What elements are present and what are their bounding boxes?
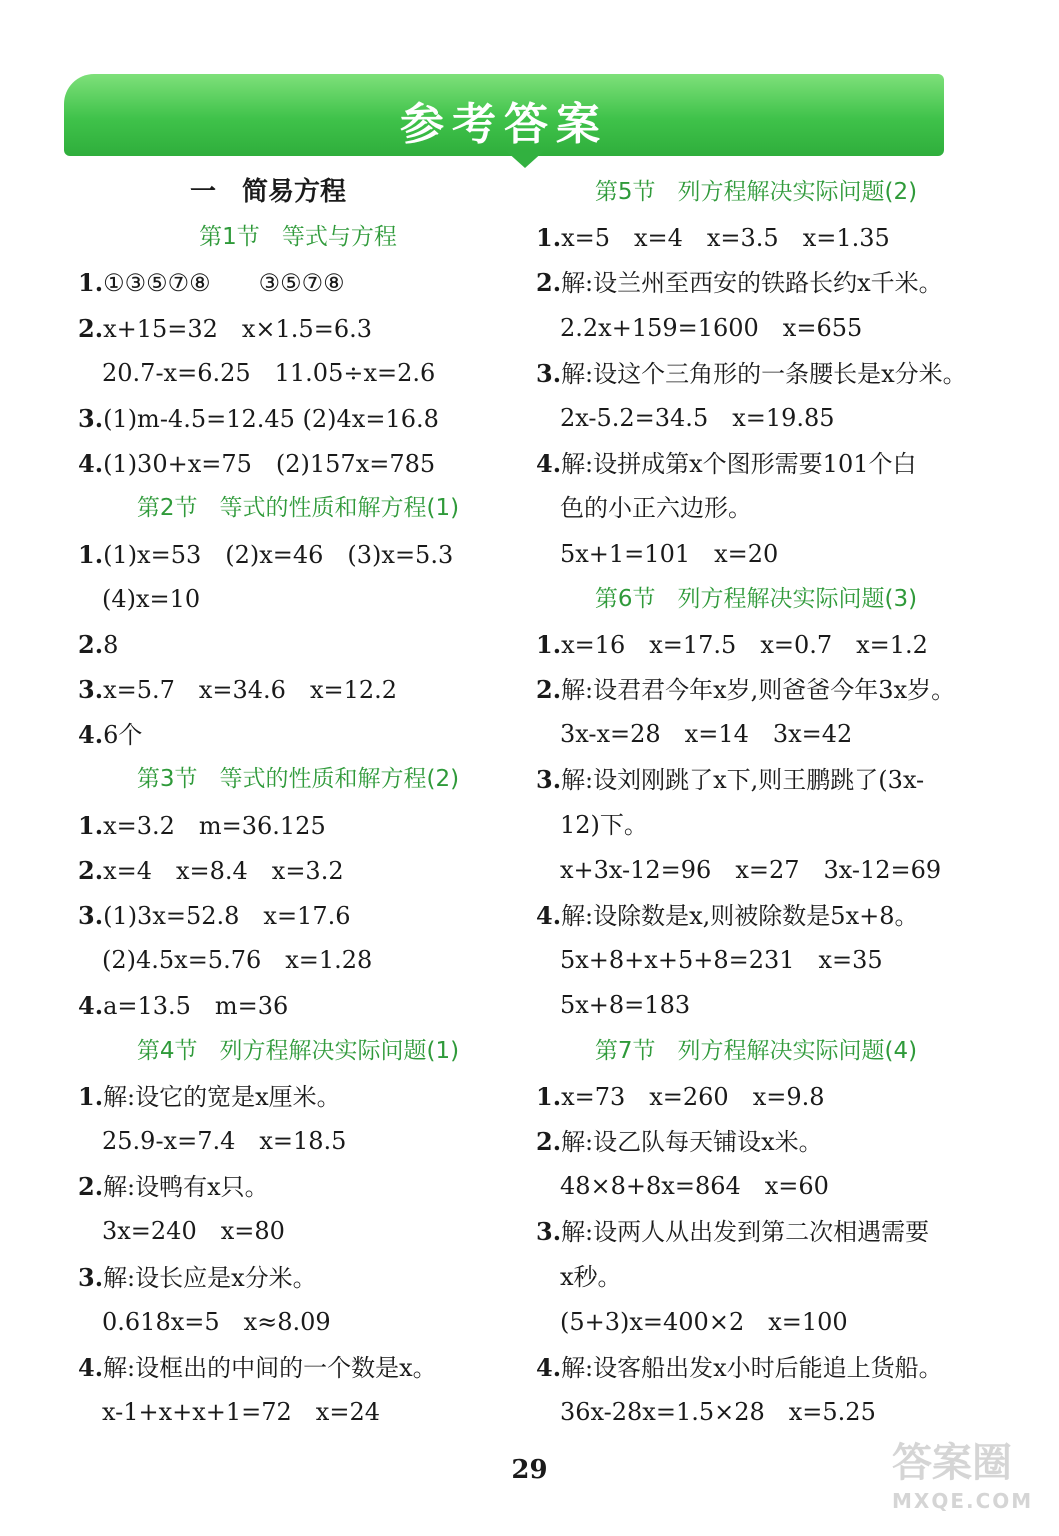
section-title: 等式与方程 — [281, 224, 397, 251]
item-number: 3. — [78, 675, 104, 705]
answer-continuation: 0.618x=5 x≈8.09 — [102, 1307, 331, 1336]
item-number: 1. — [78, 1081, 104, 1111]
item-number: 2. — [78, 1172, 104, 1202]
watermark-logo — [892, 1438, 1042, 1526]
answer-item — [78, 441, 518, 486]
item-number: 2. — [536, 1126, 562, 1156]
item-text: (1)x=53 (2)x=46 (3)x=5.3 — [103, 540, 454, 569]
item-number: 4. — [536, 1352, 562, 1382]
answer-item — [78, 983, 518, 1028]
section-heading — [78, 757, 518, 802]
item-text: 8 — [103, 630, 119, 659]
item-number: 2. — [536, 675, 562, 705]
answer-item — [78, 306, 518, 351]
item-number: 2. — [536, 268, 562, 298]
item-number: 4. — [78, 1352, 104, 1382]
item-text: x=5 x=4 x=3.5 x=1.35 — [561, 224, 890, 253]
answer-item — [78, 1255, 518, 1300]
answer-continuation: 5x+1=101 x=20 — [560, 539, 779, 568]
item-text: 6个 — [103, 721, 143, 750]
chapter-heading: 一 简易方程 — [189, 177, 346, 207]
item-text: x=73 x=260 x=9.8 — [561, 1082, 825, 1111]
section-label: 第6节 — [594, 585, 656, 612]
section-title: 等式的性质和解方程(2) — [219, 766, 460, 793]
item-text: 解:设这个三角形的一条腰长是x分米。 — [561, 359, 967, 388]
item-number: 4. — [536, 901, 562, 930]
item-text: (1)3x=52.8 x=17.6 — [103, 902, 351, 930]
item-number: 3. — [78, 901, 104, 930]
item-number: 3. — [536, 765, 562, 795]
section-title: 列方程解决实际问题(3) — [677, 585, 918, 612]
answer-item — [536, 757, 976, 802]
section-title: 列方程解决实际问题(1) — [219, 1037, 460, 1064]
answer-item — [536, 1119, 976, 1164]
answer-continuation: 25.9-x=7.4 x=18.5 — [102, 1126, 347, 1155]
answer-continuation: 36x-28x=1.5×28 x=5.25 — [560, 1398, 876, 1427]
answer-item — [536, 1209, 976, 1254]
section-title: 列方程解决实际问题(2) — [677, 179, 918, 205]
section-label: 第3节 — [136, 766, 198, 793]
answer-item — [78, 803, 518, 848]
answer-continuation: 12)下。 — [560, 810, 648, 839]
answer-continuation: 2.2x+159=1600 x=655 — [560, 313, 863, 342]
answer-continuation: x+3x-12=96 x=27 3x-12=69 — [560, 855, 942, 884]
item-number: 1. — [536, 629, 562, 659]
answer-continuation: (2)4.5x=5.76 x=1.28 — [102, 946, 373, 975]
item-text: a=13.5 m=36 — [103, 992, 289, 1021]
item-text: 解:设客船出发x小时后能追上货船。 — [561, 1353, 943, 1382]
answer-item — [536, 441, 976, 486]
item-text: 解:设两人从出发到第二次相遇需要 — [561, 1218, 930, 1247]
answer-item — [78, 622, 518, 667]
answer-item — [536, 893, 976, 938]
section-label: 第7节 — [594, 1037, 656, 1064]
item-text: 解:设框出的中间的一个数是x。 — [103, 1353, 437, 1382]
answer-continuation: (4)x=10 — [102, 584, 201, 613]
item-number: 2. — [78, 855, 104, 885]
section-heading — [78, 1029, 518, 1074]
answer-continuation: 5x+8+x+5+8=231 x=35 — [560, 946, 883, 975]
item-number: 2. — [78, 313, 104, 343]
section-label: 第4节 — [136, 1037, 198, 1064]
answer-continuation: 48×8+8x=864 x=60 — [560, 1172, 829, 1201]
item-text: (1)m-4.5=12.45 (2)4x=16.8 — [103, 404, 439, 433]
section-label: 第5节 — [594, 179, 656, 205]
item-text: 解:设鸭有x只。 — [103, 1173, 269, 1202]
item-text: x=5.7 x=34.6 x=12.2 — [103, 676, 398, 705]
item-text: 解:设长应是x分米。 — [103, 1263, 317, 1292]
answer-item — [536, 1345, 976, 1390]
answer-item — [78, 712, 518, 757]
section-heading — [78, 486, 518, 531]
item-text: x=3.2 m=36.125 — [103, 811, 326, 840]
item-number: 1. — [536, 1081, 562, 1111]
answer-continuation: 色的小正六边形。 — [560, 494, 752, 523]
item-number: 4. — [78, 720, 104, 750]
section-title: 列方程解决实际问题(4) — [677, 1037, 918, 1064]
answer-continuation: 3x=240 x=80 — [102, 1217, 285, 1246]
answer-item — [78, 848, 518, 893]
item-text: x=16 x=17.5 x=0.7 x=1.2 — [561, 630, 928, 659]
item-text: 解:设除数是x,则被除数是5x+8。 — [561, 902, 919, 930]
item-text: 解:设君君今年x岁,则爸爸今年3x岁。 — [561, 676, 956, 705]
item-number: 4. — [78, 991, 104, 1021]
answer-banner — [64, 74, 944, 156]
watermark-top: 答案圈 — [892, 1440, 1012, 1486]
watermark-bottom: MXQE.COM — [892, 1489, 1034, 1513]
banner-title: 参考答案 — [400, 99, 608, 150]
item-text: 解:设它的宽是x厘米。 — [103, 1082, 341, 1111]
item-number: 1. — [78, 268, 104, 298]
answer-item — [536, 622, 976, 667]
answer-item — [536, 667, 976, 712]
answer-item — [536, 1074, 976, 1119]
item-number: 3. — [78, 1262, 104, 1292]
item-number: 1. — [536, 223, 562, 253]
answer-continuation: 20.7-x=6.25 11.05÷x=2.6 — [102, 358, 436, 387]
item-number: 3. — [536, 358, 562, 388]
answer-item — [78, 1164, 518, 1209]
answer-item — [78, 1345, 518, 1390]
answer-item — [78, 1074, 518, 1119]
section-heading — [78, 215, 518, 260]
section-label: 第2节 — [136, 495, 198, 522]
item-number: 1. — [78, 539, 104, 569]
answer-continuation: 2x-5.2=34.5 x=19.85 — [560, 403, 835, 432]
item-number: 4. — [78, 449, 104, 479]
item-text: 解:设拼成第x个图形需要101个白 — [561, 450, 917, 479]
item-text: x+15=32 x×1.5=6.3 — [103, 314, 372, 343]
item-number: 3. — [78, 403, 104, 433]
item-number: 2. — [78, 629, 104, 659]
item-text: 解:设乙队每天铺设x米。 — [561, 1127, 823, 1156]
answer-item — [78, 396, 518, 441]
answer-item — [536, 351, 976, 396]
item-text: x=4 x=8.4 x=3.2 — [103, 856, 344, 885]
answer-item — [78, 667, 518, 712]
section-heading — [536, 1029, 976, 1074]
answer-continuation: 5x+8=183 — [560, 991, 691, 1020]
page-number: 29 — [511, 1455, 548, 1485]
answer-item — [78, 260, 518, 305]
section-heading — [536, 577, 976, 622]
answer-continuation: x-1+x+x+1=72 x=24 — [102, 1398, 380, 1427]
item-text: (1)30+x=75 (2)157x=785 — [103, 450, 436, 479]
section-label: 第1节 — [199, 224, 260, 251]
answer-item — [536, 260, 976, 305]
item-text: ①③⑤⑦⑧ ③⑤⑦⑧ — [103, 269, 345, 298]
item-number: 4. — [536, 449, 562, 479]
item-number: 3. — [536, 1217, 562, 1247]
left-column — [78, 170, 518, 1435]
section-title: 等式的性质和解方程(1) — [219, 495, 460, 522]
right-column — [536, 170, 976, 1435]
answer-item — [78, 893, 518, 938]
answer-continuation: x秒。 — [560, 1262, 622, 1291]
banner-notch — [505, 150, 545, 168]
item-text: 解:设刘刚跳了x下,则王鹏跳了(3x- — [561, 766, 925, 795]
item-text: 解:设兰州至西安的铁路长约x千米。 — [561, 269, 943, 298]
answer-continuation: (5+3)x=400×2 x=100 — [560, 1307, 848, 1336]
answer-item — [536, 215, 976, 260]
section-heading — [536, 170, 976, 215]
answer-continuation: 3x-x=28 x=14 3x=42 — [560, 720, 853, 749]
answer-item — [78, 532, 518, 577]
item-number: 1. — [78, 810, 104, 840]
